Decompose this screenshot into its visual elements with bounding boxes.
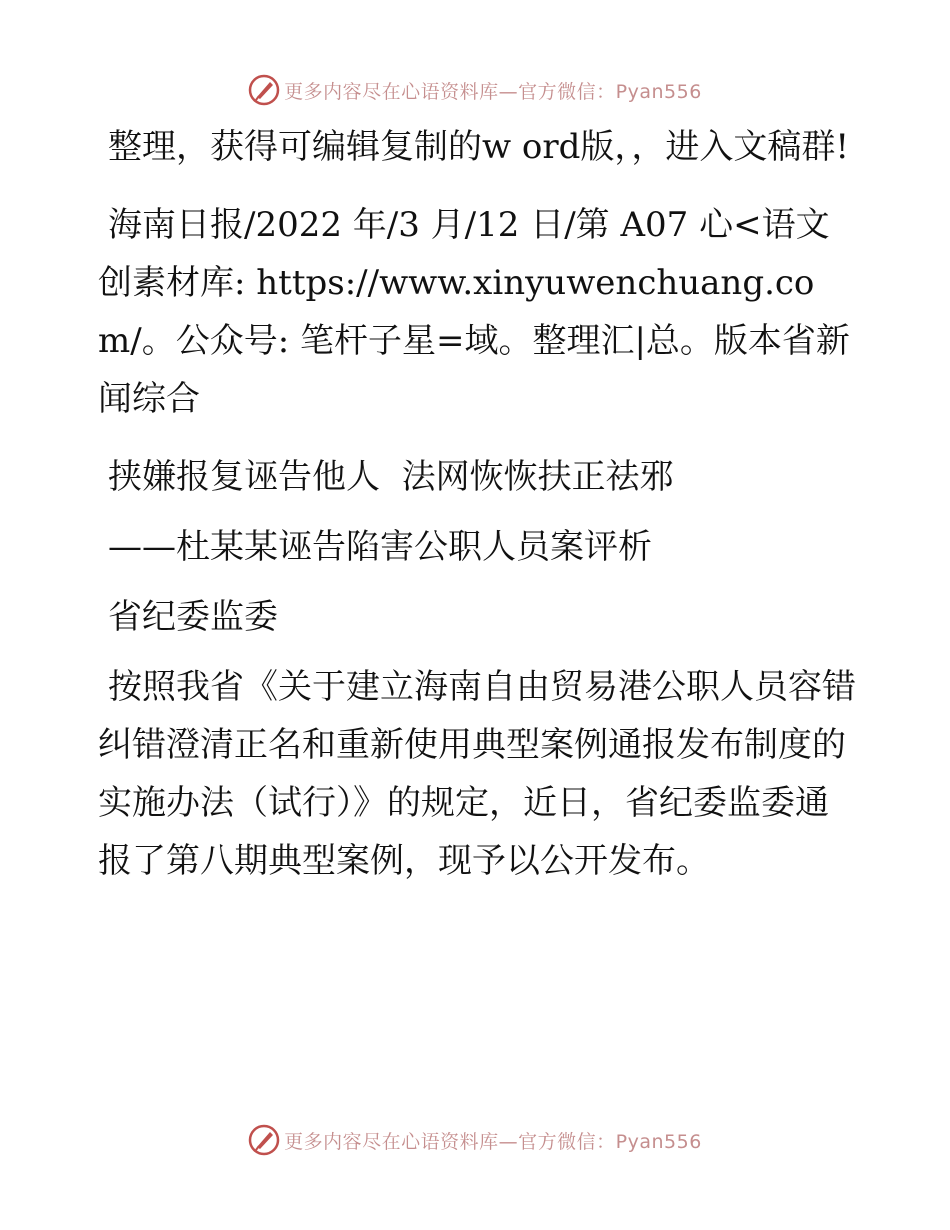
watermark-text: 更多内容尽在心语资料库—官方微信：Pyan556 bbox=[284, 80, 702, 103]
quill-pen-icon bbox=[248, 1124, 280, 1156]
body-paragraph: 按照我省《关于建立海南自由贸易港公职人员容错纠错澄清正名和重新使用典型案例通报发布制度的实施办法（试行）》的规定，近日，省纪委监委通报了第八期典型案例，现予以公开发布。 bbox=[98, 667, 856, 881]
article-author: 省纪委监委 bbox=[108, 597, 278, 637]
document-body bbox=[98, 118, 858, 910]
header-watermark bbox=[0, 70, 950, 110]
article-subtitle: ——杜某某诬告陷害公职人员案评析 bbox=[108, 527, 652, 567]
watermark-text: 更多内容尽在心语资料库—官方微信：Pyan556 bbox=[284, 1130, 702, 1153]
quill-pen-icon bbox=[248, 74, 280, 106]
footer-watermark bbox=[0, 1120, 950, 1160]
source-paragraph: 海南日报/2022 年/3 月/12 日/第 A07 心<语文创素材库: https://www.xinyuwenchuang.com/。公众号: 笔杆子星=域。整理汇|总。版本省新闻综合 bbox=[98, 205, 850, 419]
article-title: 挟嫌报复诬告他人 法网恢恢扶正祛邪 bbox=[108, 457, 674, 497]
intro-paragraph: 整理，获得可编辑复制的w ord版，，进入文稿群! bbox=[108, 127, 850, 167]
